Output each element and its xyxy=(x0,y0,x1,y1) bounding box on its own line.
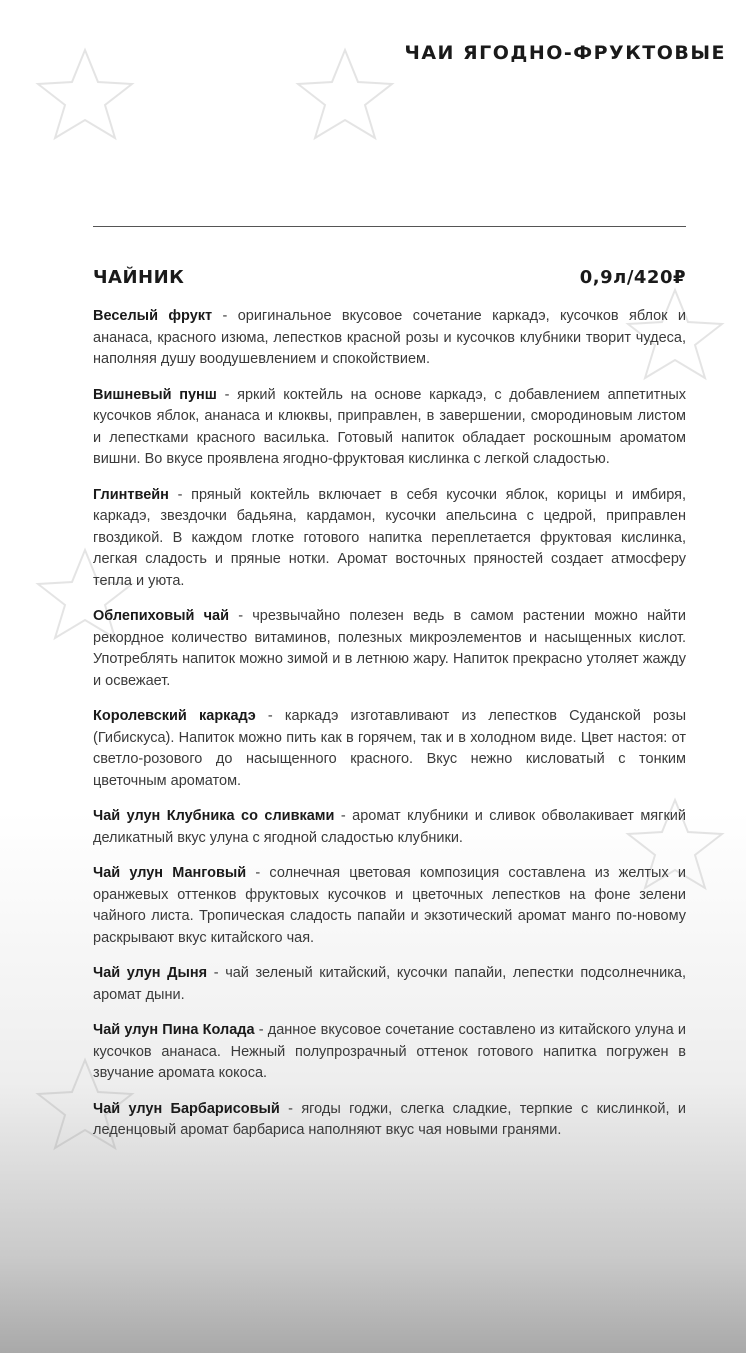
item-description: - яркий коктейль на основе каркадэ, с добавлением аппетитных кусочков яблок, ананаса и клюквы, приправлен, в завершении, смородиновым листом и лепестками красного василька. Готовый напиток обладает роскошным ароматом вишни. Во вкусе проявлена ягодно-фруктовая кислинка с легкой сладостью. xyxy=(93,386,687,467)
item-description: - пряный коктейль включает в себя кусочки яблок, корицы и имбиря, каркадэ, звездочки бадьяна, кардамон, кусочки апельсина с цедрой, приправлен гвоздикой. В каждом глотке готового напитка переплетается фруктовая кислинка, легкая сладость и пряные нотки. Аромат восточных пряностей создает атмосферу тепла и уюта. xyxy=(93,486,686,589)
watermark-logo-icon xyxy=(290,40,400,150)
item-description: - каркадэ изготавливают из лепестков Суданской розы (Гибискуса). Напиток можно пить как в горячем, так и в холодном виде. Цвет настоя: от светло-розового до насыщенного красного. Вкус нежно кисловатый с тонким цветочным ароматом. xyxy=(93,708,686,789)
watermark-logo-icon xyxy=(30,40,140,150)
item-description: - солнечная цветовая композиция составлена из желтых и оранжевых оттенков фруктовых кусочков и цветочных лепестков на фоне зелени чайного листа. Тропическая сладость папайи и экзотический аромат манго по-новому раскрывают вкус китайского чая. xyxy=(93,865,687,946)
menu-item xyxy=(93,963,686,1006)
page-title: ЧАИ ЯГОДНО-ФРУКТОВЫЕ xyxy=(404,42,726,64)
item-description: - данное вкусовое сочетание составлено из китайского улуна и кусочков ананаса. Нежный полупрозрачный оттенок готового напитка погружен в звучание аромата кокоса. xyxy=(93,1022,686,1081)
item-name: Вишневый пунш xyxy=(93,386,217,403)
menu-item xyxy=(93,1099,686,1142)
item-name: Королевский каркадэ xyxy=(93,708,256,724)
divider xyxy=(93,226,686,227)
item-description: - оригинальное вкусовое сочетание каркадэ, кусочков яблок и ананаса, красного изюма, лепестков красной розы и кусочков клубники творит чудеса, наполняя душу воодушевлением и спокойствием. xyxy=(93,308,686,367)
item-description: - аромат клубники и сливок обволакивает мягкий деликатный вкус улуна с ягодной сладостью клубники. xyxy=(93,808,686,846)
section-title: ЧАЙНИК xyxy=(93,267,185,288)
item-name: Облепиховый чай xyxy=(93,608,230,624)
menu-item xyxy=(93,385,686,471)
item-name: Веселый фрукт xyxy=(93,308,213,324)
item-name: Чай улун Пина Колада xyxy=(93,1022,255,1038)
menu-item xyxy=(93,863,686,949)
item-description: - чрезвычайно полезен ведь в самом растении можно найти рекордное количество витаминов, полезных микроэлементов и насыщенных кислот. Употреблять напиток можно зимой и в летнюю жару. Напиток прекрасно утоляет жажду и освежает. xyxy=(93,608,686,689)
item-name: Чай улун Барбарисовый xyxy=(93,1100,280,1117)
menu-items xyxy=(93,306,686,1156)
menu-item xyxy=(93,806,686,849)
item-name: Чай улун Манговый xyxy=(93,865,247,881)
menu-item xyxy=(93,706,686,792)
menu-item xyxy=(93,306,686,371)
item-name: Чай улун Дыня xyxy=(93,965,208,981)
menu-item xyxy=(93,485,686,593)
item-description: - ягоды годжи, слегка сладкие, терпкие с кислинкой, и леденцовый аромат барбариса наполняют вкус чая новыми гранями. xyxy=(93,1100,686,1138)
section-header xyxy=(93,267,686,288)
menu-item xyxy=(93,606,686,692)
item-description: - чай зеленый китайский, кусочки папайи, лепестки подсолнечника, аромат дыни. xyxy=(93,965,687,1003)
section-price: 0,9л/420₽ xyxy=(579,267,686,288)
menu-item xyxy=(93,1020,686,1085)
item-name: Чай улун Клубника со сливками xyxy=(93,808,335,824)
item-name: Глинтвейн xyxy=(93,486,169,503)
